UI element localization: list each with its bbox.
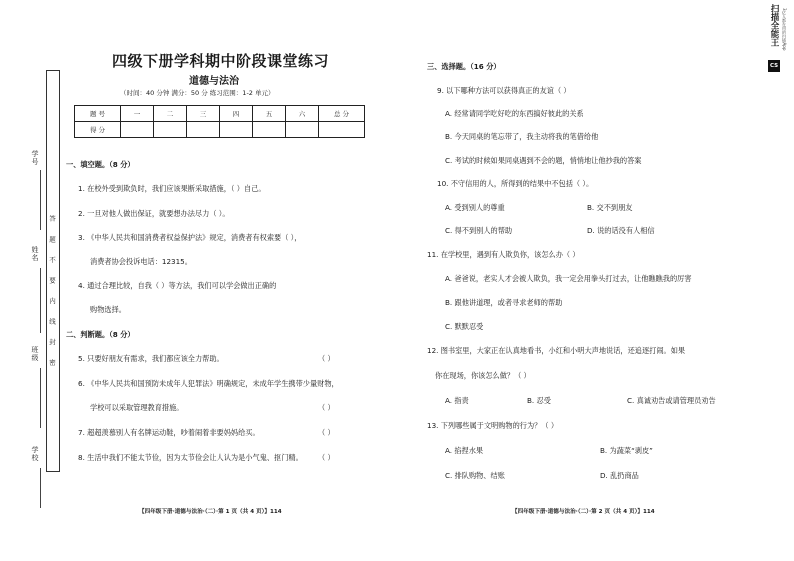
class-line[interactable] <box>40 368 41 428</box>
answer-paren-8[interactable]: （ ） <box>318 453 335 462</box>
score-table-row <box>75 122 365 138</box>
page-footer-2: 【四年级下册·道德与法治·（二）·第 2 页（共 4 页）】114 <box>512 509 655 515</box>
exam-page-2 <box>397 0 794 561</box>
name-line[interactable] <box>40 268 41 333</box>
option-13a[interactable]: A. 掐捏水果 <box>445 446 484 455</box>
score-header-cell: 六 <box>286 106 319 122</box>
answer-paren-7[interactable]: （ ） <box>318 428 335 437</box>
score-cell[interactable] <box>154 122 187 138</box>
label-school: 学校 <box>31 446 39 462</box>
question-7: 7. 超超羡慕别人有名牌运动鞋，吵着闹着非要妈妈给买。 <box>78 428 260 437</box>
question-12: 12. 图书室里，大家正在认真地看书，小红和小明大声地说话，还追逐打闹。如果 <box>427 346 686 355</box>
option-10d[interactable]: D. 说的话没有人相信 <box>587 226 655 235</box>
camscanner-logo <box>768 2 790 78</box>
section-judge-heading: 二、判断题。（8 分） <box>66 330 135 339</box>
question-1: 1. 在校外受到欺负时，我们应该果断采取措施，（ ）自己。 <box>78 184 266 193</box>
question-4: 4. 通过合理比较，自我（ ）等方法，我们可以学会做出正确的 <box>78 281 277 290</box>
question-8: 8. 生活中我们不能太节俭，因为太节俭会让人认为是小气鬼、抠门精。 <box>78 453 303 462</box>
student-no-line[interactable] <box>40 170 41 230</box>
seal-text: 答 题 不 要 内 线 封 密 <box>48 215 56 372</box>
question-12-cont: 你在现场，你该怎么做？（ ） <box>435 371 531 380</box>
option-11c[interactable]: C. 默默忍受 <box>445 322 484 331</box>
option-13d[interactable]: D. 乱扔商品 <box>600 471 639 480</box>
option-9b[interactable]: B. 今天同桌的笔忘带了，我主动将我的笔借给他 <box>445 132 599 141</box>
logo-tagline: 3亿人都在用的扫描App <box>782 8 787 51</box>
exam-info: （时间：40 分钟 满分：50 分 练习范围：1-2 单元） <box>120 89 275 97</box>
option-10c[interactable]: C. 得不到别人的帮助 <box>445 226 513 235</box>
option-13c[interactable]: C. 排队购物、结账 <box>445 471 505 480</box>
option-10a[interactable]: A. 受到别人的尊重 <box>445 203 505 212</box>
label-student-no: 学号 <box>31 150 39 166</box>
question-13: 13. 下列哪些属于文明购物的行为？（ ） <box>427 421 559 430</box>
question-6-cont: 学校可以采取管理教育措施。 <box>90 403 184 412</box>
score-cell[interactable] <box>121 122 154 138</box>
question-2: 2. 一旦对他人做出保证，就要想办法尽力（ ）。 <box>78 209 230 218</box>
score-header-cell: 四 <box>220 106 253 122</box>
section-fill-heading: 一、填空题。（8 分） <box>66 160 135 169</box>
option-12c[interactable]: C. 真诚劝告或请管理员劝告 <box>627 396 716 405</box>
score-table <box>74 105 365 138</box>
score-row-label: 得 分 <box>75 122 121 138</box>
question-3: 3. 《中华人民共和国消费者权益保护法》规定，消费者有权索要（ ）， <box>78 233 302 242</box>
section-choice-heading: 三、选择题。（16 分） <box>427 62 501 71</box>
score-header-cell: 五 <box>253 106 286 122</box>
score-cell[interactable] <box>220 122 253 138</box>
option-12b[interactable]: B. 忍受 <box>527 396 551 405</box>
question-5: 5. 只要好朋友有需求，我们都应该全力帮助。 <box>78 354 224 363</box>
answer-paren-5[interactable]: （ ） <box>318 354 335 363</box>
score-cell[interactable] <box>319 122 365 138</box>
question-9: 9. 以下哪种方法可以获得真正的友谊（ ） <box>437 86 571 95</box>
option-10b[interactable]: B. 交不到朋友 <box>587 203 633 212</box>
option-12a[interactable]: A. 指责 <box>445 396 469 405</box>
cs-logo-icon: CS <box>768 60 780 72</box>
school-line[interactable] <box>40 468 41 508</box>
option-9a[interactable]: A. 经常请同学吃好吃的东西搞好彼此的关系 <box>445 109 584 118</box>
question-6: 6. 《中华人民共和国预防未成年人犯罪法》明确规定，未成年学生携带少量财物， <box>78 379 339 388</box>
score-cell[interactable] <box>286 122 319 138</box>
score-cell[interactable] <box>187 122 220 138</box>
label-name: 姓名 <box>31 246 39 262</box>
exam-subject: 道德与法治 <box>189 76 239 87</box>
option-11b[interactable]: B. 跟他讲道理，或者寻求老师的帮助 <box>445 298 563 307</box>
score-header-cell: 三 <box>187 106 220 122</box>
score-table-header <box>75 106 365 122</box>
score-header-cell: 一 <box>121 106 154 122</box>
question-11: 11. 在学校里，遇到有人欺负你，该怎么办（ ） <box>427 250 580 259</box>
option-11a[interactable]: A. 爸爸说，老实人才会被人欺负，我一定会用拳头打过去，让他瞧瞧我的厉害 <box>445 274 692 283</box>
logo-name: 扫描全能王 <box>769 4 779 47</box>
score-header-cell: 总 分 <box>319 106 365 122</box>
score-cell[interactable] <box>253 122 286 138</box>
label-class: 班级 <box>31 346 39 362</box>
option-13b[interactable]: B. 为蔬菜“剥皮” <box>600 446 653 455</box>
question-3-cont: 消费者协会投诉电话：12315。 <box>90 257 192 266</box>
answer-paren-6[interactable]: （ ） <box>318 403 335 412</box>
question-4-cont: 购物选择。 <box>90 305 126 314</box>
score-header-cell: 题 号 <box>75 106 121 122</box>
page-footer-1: 【四年级下册·道德与法治·（二）·第 1 页（共 4 页）】114 <box>139 509 282 515</box>
exam-title: 四级下册学科期中阶段课堂练习 <box>112 52 330 70</box>
question-10: 10. 不守信用的人，所得到的结果中不包括（ ）。 <box>437 179 594 188</box>
option-9c[interactable]: C. 考试的时候如果同桌遇到不会的题，悄悄地让他抄我的答案 <box>445 156 642 165</box>
score-header-cell: 二 <box>154 106 187 122</box>
